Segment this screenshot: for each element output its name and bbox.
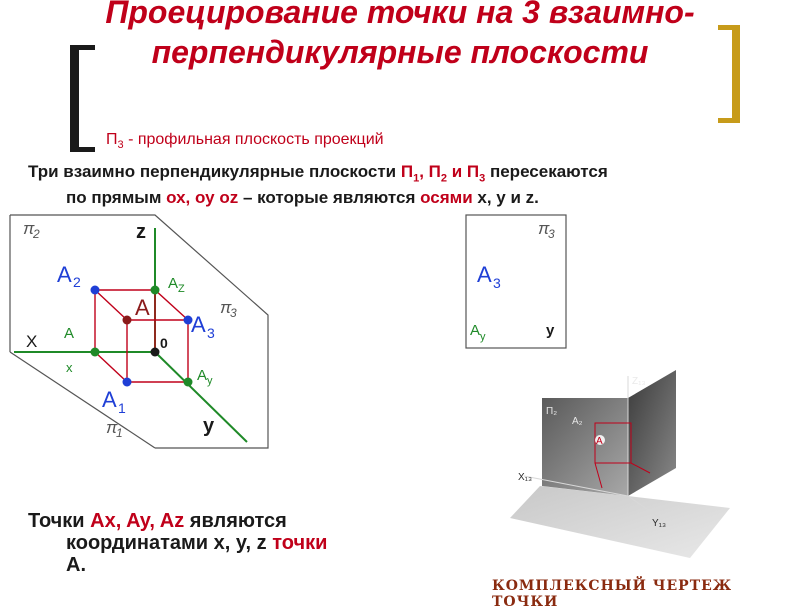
svg-text:y: y [207, 375, 213, 387]
pi1-label [106, 418, 123, 440]
photo-p2-label: П₂ [546, 406, 558, 417]
conclusion-text: Точки Ax, Ay, Az являются координатами x, y, z точки A. [28, 510, 328, 576]
svg-text:Z: Z [178, 283, 185, 295]
y-right-label: y [546, 322, 555, 339]
svg-text:y: y [480, 331, 486, 343]
y-axis [155, 352, 247, 442]
photo-a-label: A [596, 436, 603, 447]
3d-model-photo [480, 368, 780, 570]
profile-plane [628, 370, 676, 496]
point-Ax [91, 348, 100, 357]
right-bracket-decoration [718, 25, 740, 123]
svg-text:x: x [66, 360, 73, 375]
point-Az [151, 286, 160, 295]
pi3-right-label [538, 219, 555, 241]
svg-text:A: A [135, 295, 150, 320]
subtitle: $П_3$ - профильная плоскость проекций [106, 131, 384, 152]
slide-title: Проецирование точки на 3 взаимно-перпендикулярные плоскости [105, 0, 695, 70]
x-label: X [26, 332, 38, 351]
point-A [123, 316, 132, 325]
pi3-label [220, 298, 237, 320]
svg-text:3: 3 [230, 306, 237, 320]
intro-paragraph: Три взаимно перпендикулярные плоскости $П_1$, $П_2$ и $П_3$ пересекаются по прямым ох, оу oz – которые являются осями x, y и z. [28, 162, 608, 208]
svg-text:A: A [57, 262, 72, 287]
origin-label: 0 [160, 335, 168, 351]
Ax-label [64, 325, 74, 375]
photo-z-label: Z₁₃ [632, 376, 646, 387]
A1-label [102, 387, 126, 416]
floor-plane [510, 486, 730, 558]
svg-text:A: A [197, 367, 208, 384]
model-caption: КОМПЛЕКСНЫЙ ЧЕРТЕЖ ТОЧКИ [492, 578, 733, 610]
svg-text:A: A [477, 262, 492, 287]
svg-text:A: A [64, 325, 75, 342]
point-origin [151, 348, 160, 357]
point-Ay [184, 378, 193, 387]
svg-text:A: A [168, 275, 179, 292]
svg-text:A: A [470, 322, 481, 339]
Ay-label [197, 367, 213, 387]
photo-y-label: Y₁₃ [652, 518, 667, 529]
A3-label [191, 312, 215, 341]
point-A2 [91, 286, 100, 295]
Az-label [168, 275, 185, 295]
svg-text:π: π [538, 219, 550, 238]
A-label [135, 295, 150, 320]
svg-text:2: 2 [73, 274, 81, 290]
y-label: y [203, 415, 215, 437]
photo-x-label: X₁₃ [518, 472, 533, 483]
svg-text:1: 1 [116, 426, 123, 440]
svg-text:2: 2 [33, 227, 40, 241]
point-A1 [123, 378, 132, 387]
photo-a2-label: A₂ [572, 416, 583, 427]
svg-text:3: 3 [548, 227, 555, 241]
svg-text:A: A [102, 387, 117, 412]
A2-label [57, 262, 81, 290]
pi2-label [23, 219, 40, 241]
svg-text:3: 3 [493, 275, 501, 291]
z-label: z [136, 221, 146, 243]
svg-text:π: π [23, 219, 35, 238]
left-bracket-decoration [70, 45, 95, 152]
A3-right-label [477, 262, 501, 291]
svg-text:1: 1 [118, 400, 126, 416]
Ay-right-label [470, 322, 486, 343]
svg-text:A: A [191, 312, 206, 337]
svg-text:π: π [106, 418, 118, 437]
svg-text:π: π [220, 298, 232, 317]
svg-text:3: 3 [207, 325, 215, 341]
